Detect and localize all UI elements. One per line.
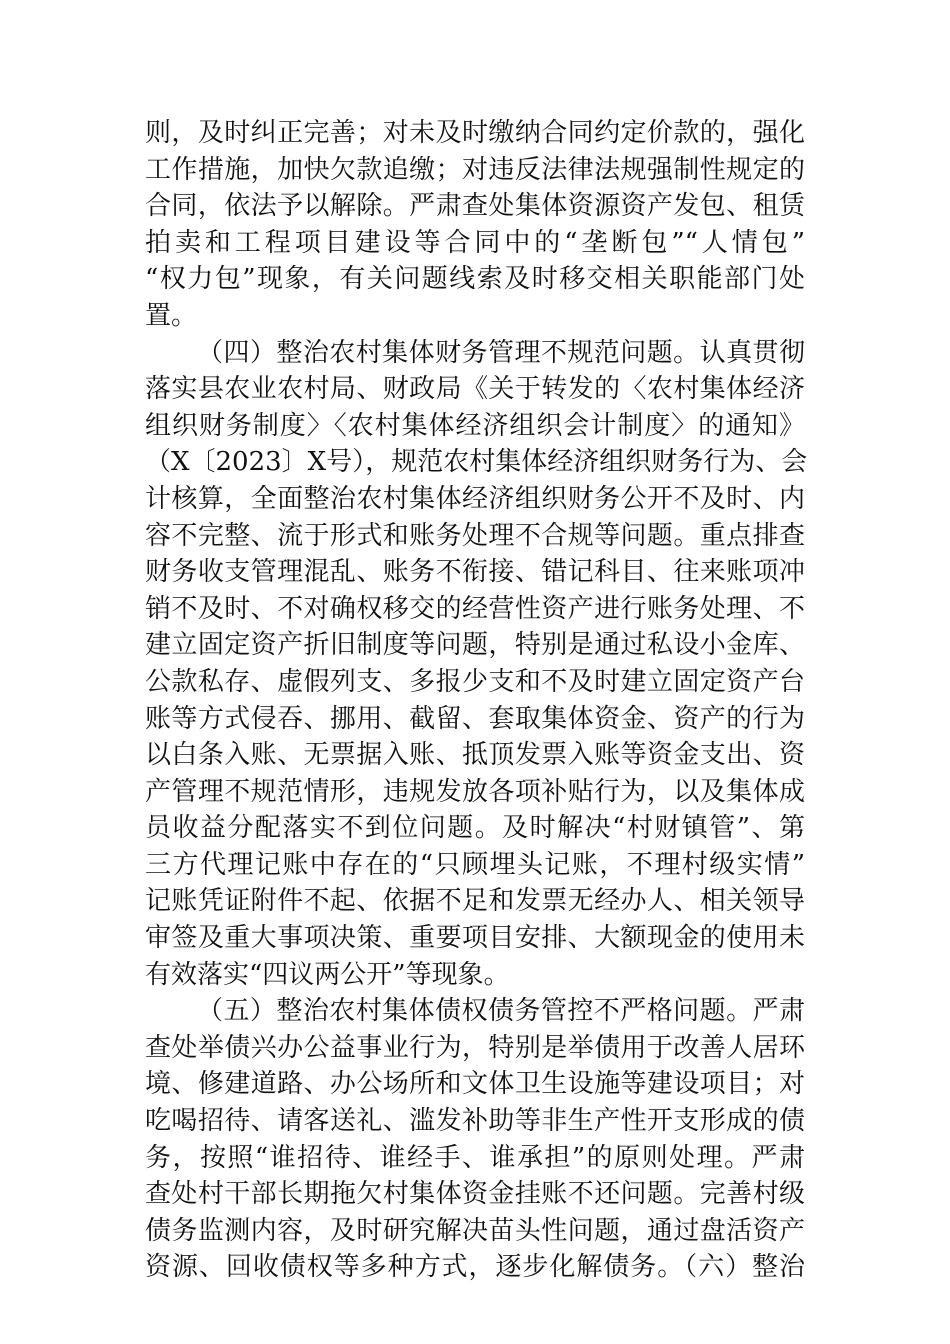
paragraph-contract-cleanup	[145, 115, 805, 335]
text-line: 组织财务制度〉〈农村集体经济组织会计制度〉的通知》	[145, 410, 805, 441]
text-line: 则，及时纠正完善；对未及时缴纳合同约定价款的，强化	[145, 118, 805, 148]
text-line: 销不及时、不对确权移交的经营性资产进行账务处理、不	[145, 593, 805, 624]
text-line: 记账凭证附件不起、依据不足和发票无经办人、相关领导	[145, 886, 805, 917]
text-line: 计核算，全面整治农村集体经济组织财务公开不及时、内	[145, 483, 805, 514]
text-line: 财务收支管理混乱、账务不衔接、错记科目、往来账项冲	[145, 557, 805, 588]
text-line: 以白条入账、无票据入账、抵顶发票入账等资金支出、资	[145, 740, 805, 771]
text-line: 查处举债兴办公益事业行为，特别是举债用于改善人居环	[145, 1032, 805, 1063]
text-line: 查处村干部长期拖欠村集体资金挂账不还问题。完善村级	[145, 1179, 805, 1210]
document-body	[145, 115, 808, 1286]
text-line: 境、修建道路、办公场所和文体卫生设施等建设项目；对	[145, 1069, 805, 1100]
text-line: 资源、回收债权等多种方式，逐步化解债务。（六）整治	[145, 1252, 805, 1283]
paragraph-section-4-finance	[145, 335, 808, 994]
text-line: 公款私存、虚假列支、多报少支和不及时建立固定资产台	[145, 666, 805, 697]
text-line: 审签及重大事项决策、重要项目安排、大额现金的使用未	[145, 923, 805, 954]
text-line: 员收益分配落实不到位问题。及时解决“村财镇管”、第	[145, 813, 805, 844]
text-line: 置。	[145, 300, 198, 331]
text-line: 吃喝招待、请客送礼、滥发补助等非生产性开支形成的债	[145, 1106, 805, 1137]
text-line: 落实县农业农村局、财政局《关于转发的〈农村集体经济	[145, 374, 805, 405]
text-line: 三方代理记账中存在的“只顾埋头记账，不理村级实情”	[145, 849, 805, 880]
text-line: （五）整治农村集体债权债务管控不严格问题。严肃	[197, 996, 805, 1027]
text-line: 有效落实“四议两公开”等现象。	[145, 959, 510, 990]
text-line: 账等方式侵吞、挪用、截留、套取集体资金、资产的行为	[145, 703, 805, 734]
text-line: （四）整治农村集体财务管理不规范问题。认真贯彻	[197, 337, 805, 368]
text-line: 容不完整、流于形式和账务处理不合规等问题。重点排查	[145, 520, 805, 551]
text-line: （X〔2023〕X号），规范农村集体经济组织财务行为、会	[145, 447, 808, 478]
text-line: 拍卖和工程项目建设等合同中的“垄断包”“人情包”	[145, 227, 805, 258]
text-line: 工作措施，加快欠款追缴；对违反法律法规强制性规定的	[145, 154, 805, 185]
text-line: 债务监测内容，及时研究解决苗头性问题，通过盘活资产	[145, 1215, 805, 1246]
text-line: 建立固定资产折旧制度等问题，特别是通过私设小金库、	[145, 630, 805, 661]
text-line: 产管理不规范情形，违规发放各项补贴行为，以及集体成	[145, 776, 805, 807]
text-line: 合同，依法予以解除。严肃查处集体资源资产发包、租赁	[145, 191, 805, 222]
paragraph-section-5-debt	[145, 993, 805, 1286]
text-line: “权力包”现象，有关问题线索及时移交相关职能部门处	[145, 264, 805, 295]
text-line: 务，按照“谁招待、谁经手、谁承担”的原则处理。严肃	[145, 1142, 805, 1173]
